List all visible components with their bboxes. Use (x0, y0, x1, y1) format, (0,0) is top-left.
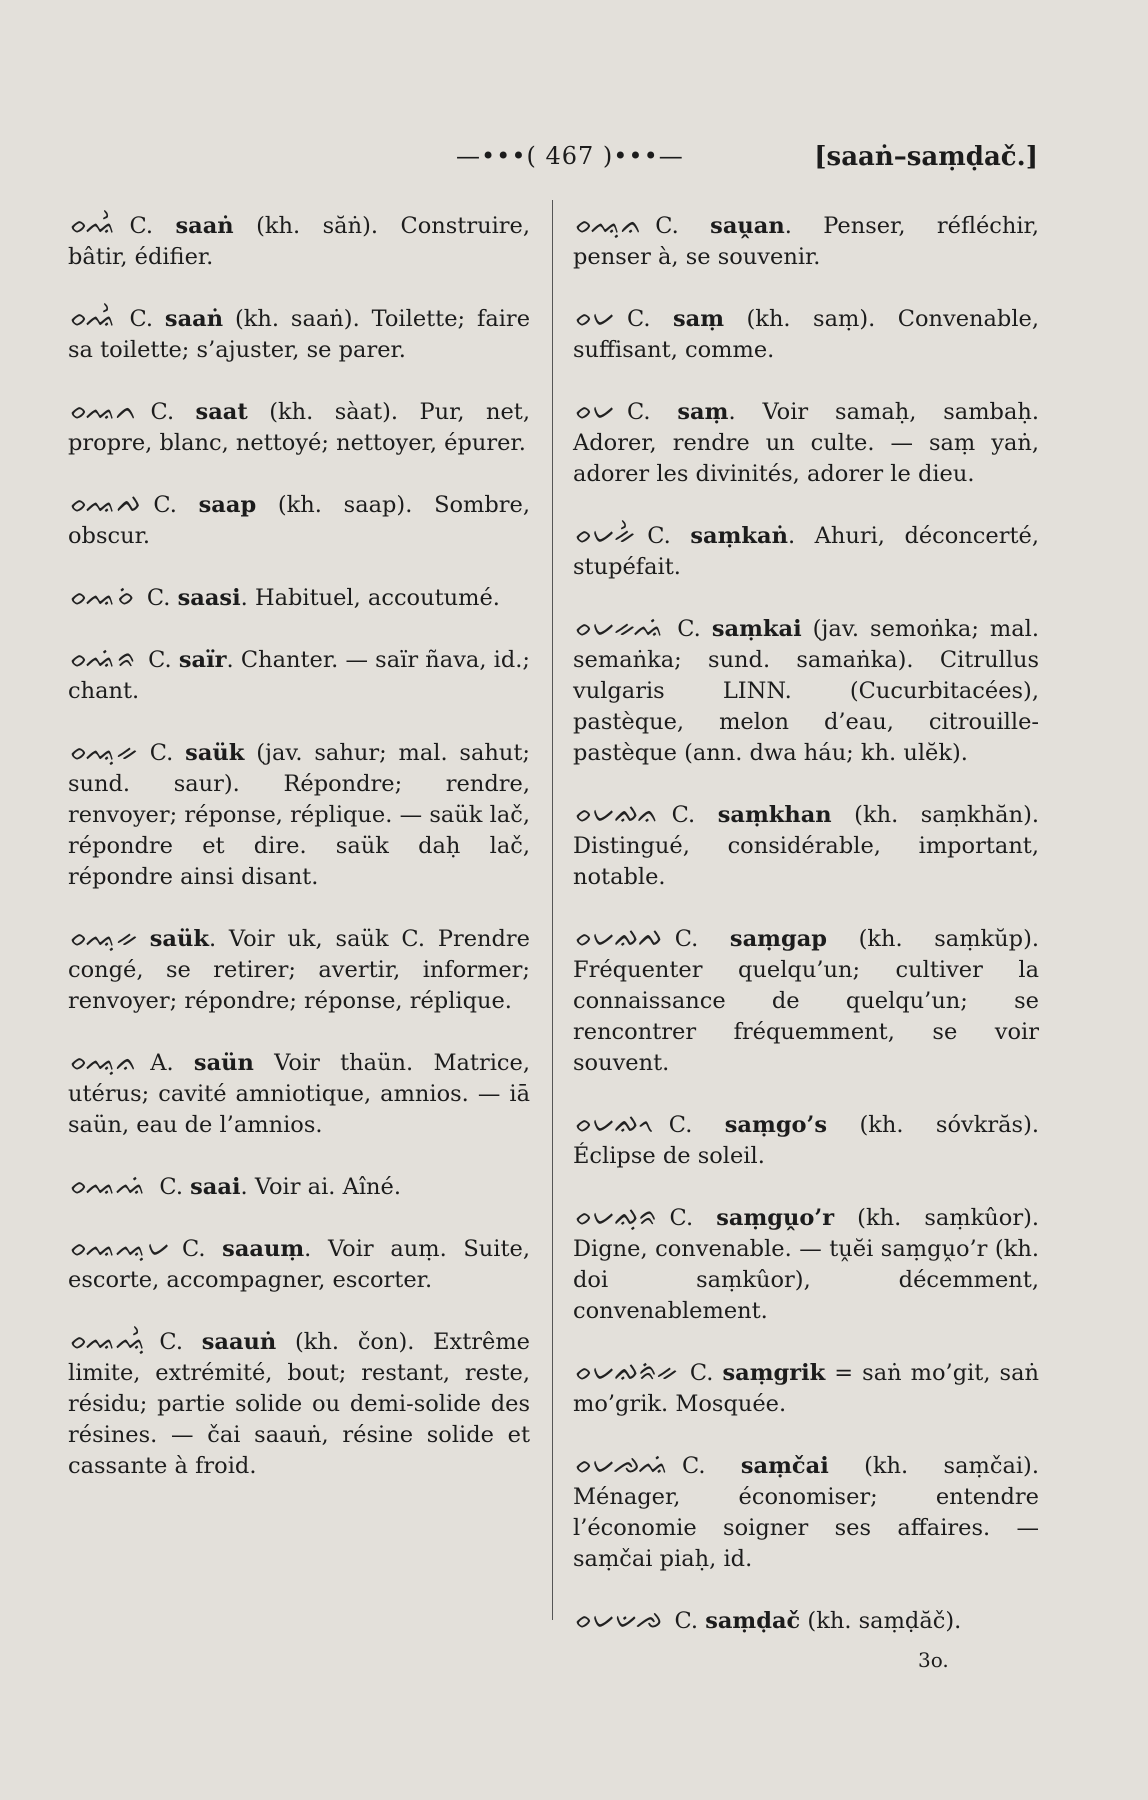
entry-source-prefix: C. (159, 1329, 202, 1355)
column-divider (552, 200, 553, 1620)
entry-definition: (jav. sahur; mal. sahut; sund. saur). Répondre; rendre, renvoyer; réponse, réplique. — saük lač, répondre et dire. saük daḥ lač, répondre ainsi disant. (68, 740, 530, 890)
entry-lemma: saṃkai (711, 616, 802, 642)
entry-source-prefix: C. (150, 399, 196, 425)
entry-source-prefix: C. (674, 926, 730, 952)
cham-script-word: ᨔᨆᨌᨕᨗ (573, 1450, 668, 1480)
left-column (68, 210, 530, 1512)
entry-definition: . Voir ai. Aîné. (240, 1174, 401, 1200)
entry-definition: (kh. saṃkûor). Digne, convenable. — tṷĕi saṃgṷo’r (kh. doi saṃkûor), décemment, convenablement. (573, 1205, 1040, 1324)
dictionary-entry (68, 1233, 530, 1296)
dictionary-entry (573, 799, 1039, 893)
dictionary-entry (68, 303, 530, 366)
cham-script-word: ᨔᨕᨕᨘᨛ (68, 1326, 146, 1356)
entry-lemma: saauṅ (201, 1329, 277, 1355)
signature-mark: 3o. (918, 1648, 949, 1672)
cham-script-word: ᨔᨆᨁᨊ (573, 799, 658, 829)
entry-lemma: saṃgo’s (724, 1112, 828, 1138)
entry-definition: . Chanter. — saïr ñava, id.; chant. (68, 647, 530, 704)
dictionary-entry (68, 210, 530, 273)
dictionary-entry (573, 396, 1039, 490)
dictionary-entry (68, 1326, 530, 1482)
entry-source-prefix: C. (159, 1174, 191, 1200)
cham-script-word: ᨔᨆ (573, 303, 613, 333)
entry-definition: (kh. sàat). Pur, net, propre, blanc, nettoyé; nettoyer, épurer. (68, 399, 531, 456)
cham-script-word: ᨔᨆᨀᨕᨗ (573, 613, 664, 643)
dictionary-entry (573, 1605, 1039, 1637)
entry-source-prefix: C. (668, 1112, 725, 1138)
entry-definition: (kh. săṅ). Construire, bâtir, édifier. (68, 213, 530, 270)
dictionary-entry (68, 396, 530, 459)
entry-source-prefix: C. (129, 306, 165, 332)
cham-script-word: ᨔᨕᨄ (68, 489, 140, 519)
entry-source-prefix: C. (146, 585, 178, 611)
page-number: —•••( 467 )•••— (456, 142, 684, 170)
entry-definition: (kh. saṃkhăn). Distingué, considérable, important, notable. (573, 802, 1039, 890)
entry-definition: (kh. saap). Sombre, obscur. (68, 492, 530, 549)
entry-definition: (kh. saaṅ). Toilette; faire sa toilette; s’ajuster, se parer. (68, 306, 531, 363)
entry-lemma: saai (190, 1174, 241, 1200)
dictionary-entry (68, 737, 530, 893)
entry-lemma: saat (195, 399, 248, 425)
entry-source-prefix: C. (655, 213, 711, 239)
entry-definition: . Ahuri, déconcerté, stupéfait. (573, 523, 1039, 580)
entry-definition: . Voir auṃ. Suite, escorte, accompagner, escorter. (68, 1236, 530, 1293)
dictionary-entry (573, 613, 1039, 769)
entry-definition: = saṅ mo’git, saṅ mo’grik. Mosquée. (573, 1360, 1039, 1417)
entry-lemma: saṃ (673, 306, 725, 332)
cham-script-word: ᨔᨕᨕᨘᨆ (68, 1233, 168, 1263)
dictionary-entry (573, 1450, 1039, 1575)
dictionary-entry (68, 644, 530, 707)
entry-definition: (jav. semoṅka; mal. semaṅka; sund. samaṅka). Citrullus vulgaris LINN. (Cucurbitacées), pastèque, melon d’eau, citrouille-pastèque (ann. dwa háu; kh. ulĕk). (573, 616, 1040, 766)
dictionary-entry (573, 1357, 1039, 1420)
cham-script-word: ᨔᨕᨔᨗ (68, 582, 133, 612)
entry-definition: (kh. čon). Extrême limite, extrémité, bout; restant, reste, résidu; partie solide ou demi-solide des résines. — čai saauṅ, résine solide et cassante à froid. (68, 1329, 530, 1479)
entry-source-prefix: C. (671, 802, 718, 828)
entry-definition: . Voir uk, saük C. Prendre congé, se retirer; avertir, informer; renvoyer; répondre; réponse, réplique. (68, 926, 530, 1014)
dictionary-entry (573, 520, 1039, 583)
entry-lemma: saïr (178, 647, 227, 673)
cham-script-word: ᨔᨕᨛ (68, 210, 116, 240)
right-column (573, 210, 1039, 1667)
entry-lemma: saṃgap (729, 926, 828, 952)
entry-source-prefix: C. (669, 1205, 717, 1231)
entry-definition: (kh. saṃ). Convenable, suffisant, comme. (573, 306, 1040, 363)
entry-lemma: saṃčai (740, 1453, 829, 1479)
entry-lemma: saün (193, 1050, 254, 1076)
cham-script-word: ᨔᨆᨁᨚ (573, 1109, 655, 1139)
dictionary-entry (573, 210, 1039, 273)
cham-script-word: ᨔᨕᨘᨀ (68, 923, 136, 953)
entry-lemma: saṃgrik (722, 1360, 826, 1386)
entry-source-prefix: C. (681, 1453, 741, 1479)
entry-lemma: saasi (177, 585, 241, 611)
dictionary-entry (573, 1109, 1039, 1172)
entry-source-prefix: A. (150, 1050, 194, 1076)
dictionary-entry (573, 1202, 1039, 1327)
dictionary-entry (68, 1047, 530, 1141)
entry-definition: . Habituel, accoutumé. (240, 585, 500, 611)
running-head: [saaṅ–saṃḍač.] (814, 142, 1038, 172)
dictionary-entry (68, 1171, 530, 1203)
entry-lemma: saṃkaṅ (690, 523, 788, 549)
cham-script-word: ᨔᨆᨁᨘᨑ (573, 1202, 656, 1232)
dictionary-entry (68, 489, 530, 552)
entry-source-prefix: C. (689, 1360, 723, 1386)
dictionary-entry (68, 923, 530, 1017)
entry-definition: . Penser, réfléchir, penser à, se souvenir. (573, 213, 1039, 270)
page-header (0, 142, 1148, 182)
entry-definition: (kh. sóvkrăs). Éclipse de soleil. (573, 1112, 1039, 1169)
entry-source-prefix: C. (677, 616, 712, 642)
entry-source-prefix: C. (181, 1236, 223, 1262)
entry-definition: . Voir samaḥ, sambaḥ. Adorer, rendre un culte. — saṃ yaṅ, adorer les divinités, adorer le dieu. (573, 399, 1039, 487)
cham-script-word: ᨔᨆᨉᨌ (573, 1605, 661, 1635)
dictionary-entry (573, 923, 1039, 1079)
entry-lemma: saap (198, 492, 257, 518)
entry-source-prefix: C. (626, 399, 678, 425)
entry-lemma: saük (185, 740, 245, 766)
entry-lemma: saaṅ (164, 306, 224, 332)
entry-definition: (kh. saṃkŭp). Fréquenter quelqu’un; cultiver la connaissance de quelqu’un; se rencontrer fréquemment, se voir souvent. (573, 926, 1039, 1076)
entry-lemma: saṃ (677, 399, 729, 425)
entry-definition: (kh. saṃčai). Ménager, économiser; entendre l’économie soigner ses affaires. — saṃčai piaḥ, id. (573, 1453, 1039, 1572)
entry-source-prefix: C. (153, 492, 199, 518)
entry-source-prefix: C. (148, 647, 179, 673)
entry-lemma: saaṅ (175, 213, 234, 239)
entry-definition: Voir thaün. Matrice, utérus; cavité amniotique, amnios. — iā saün, eau de l’amnios. (68, 1050, 530, 1138)
entry-lemma: saṷan (710, 213, 785, 239)
entry-lemma: saük (149, 926, 209, 952)
entry-source-prefix: C. (647, 523, 691, 549)
cham-script-word: ᨔᨕᨗᨑ (68, 644, 135, 674)
cham-script-word: ᨔᨕᨘᨊ (573, 210, 642, 240)
cham-script-word: ᨔᨆᨁᨄ (573, 923, 661, 953)
entry-source-prefix: C. (149, 740, 186, 766)
cham-script-word: ᨔᨆᨁᨑᨗᨀ (573, 1357, 676, 1387)
entry-source-prefix: C. (674, 1608, 706, 1634)
entry-source-prefix: C. (129, 213, 176, 239)
cham-script-word: ᨔᨕᨕᨗ (68, 1171, 146, 1201)
entry-lemma: saṃgṷo’r (716, 1205, 835, 1231)
cham-script-word: ᨔᨕᨘᨊ (68, 1047, 137, 1077)
entry-lemma: saṃkhan (717, 802, 832, 828)
cham-script-word: ᨔᨕᨛ (68, 303, 116, 333)
entry-source-prefix: C. (626, 306, 673, 332)
entry-lemma: saauṃ (222, 1236, 305, 1262)
cham-script-word: ᨔᨕᨈ (68, 396, 137, 426)
dictionary-entry (573, 303, 1039, 366)
cham-script-word: ᨔᨆ (573, 396, 613, 426)
cham-script-word: ᨔᨆᨀᨛ (573, 520, 634, 550)
entry-lemma: saṃḍač (705, 1608, 801, 1634)
cham-script-word: ᨔᨕᨘᨀ (68, 737, 136, 767)
dictionary-entry (68, 582, 530, 614)
entry-definition: (kh. saṃḍăč). (800, 1608, 962, 1634)
